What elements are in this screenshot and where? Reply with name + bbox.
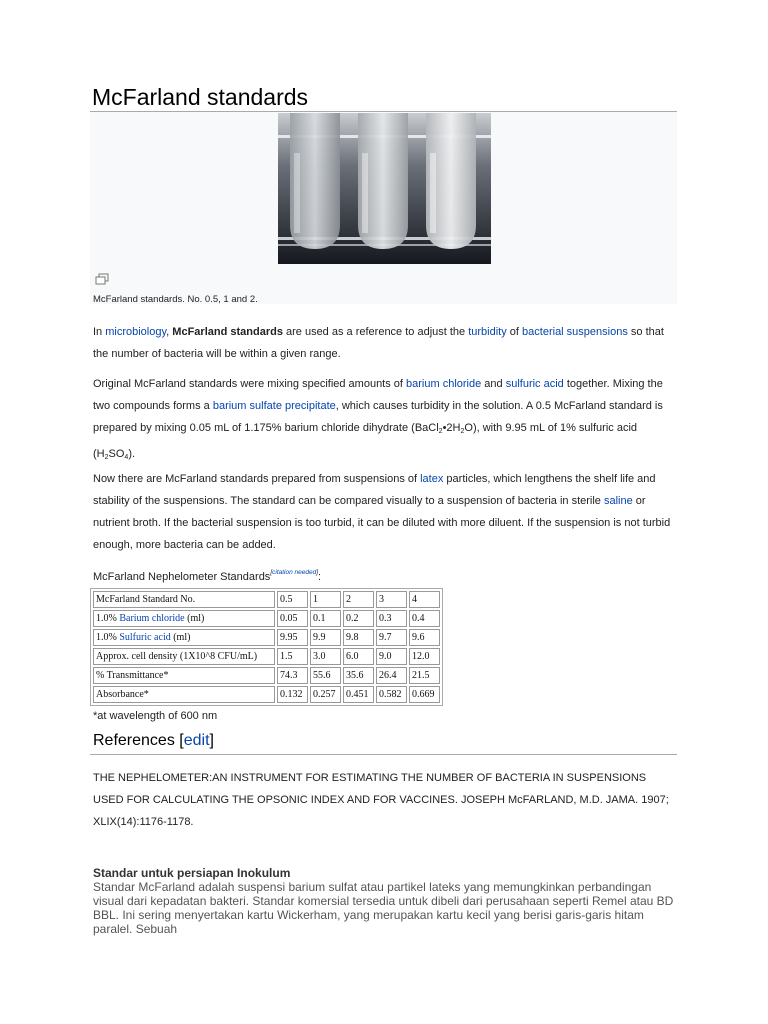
row-label: Approx. cell density (1X10^8 CFU/mL) (93, 648, 275, 665)
table-row (93, 686, 440, 703)
table-row (93, 610, 440, 627)
row-label: % Transmittance* (93, 667, 275, 684)
table-cell: 55.6 (310, 667, 341, 684)
table-cell: 3 (376, 591, 407, 608)
citation-needed-link[interactable]: citation needed (272, 569, 317, 576)
references-divider (90, 754, 677, 755)
table-cell: 2 (343, 591, 374, 608)
table-cell: 1 (310, 591, 341, 608)
table-cell: 3.0 (310, 648, 341, 665)
table-row (93, 648, 440, 665)
table-cell: 0.582 (376, 686, 407, 703)
table-cell: 9.9 (310, 629, 341, 646)
test-tubes-photo[interactable] (278, 113, 491, 264)
table-cell: 35.6 (343, 667, 374, 684)
page-title: McFarland standards (92, 84, 309, 110)
table-cell: 0.3 (376, 610, 407, 627)
table-row (93, 591, 440, 608)
nephelometer-table (90, 588, 443, 706)
table-cell: 0.257 (310, 686, 341, 703)
table-cell: 0.1 (310, 610, 341, 627)
inoculum-section-text: Standar McFarland adalah suspensi barium sulfat atau partikel lateks yang memungkinkan perbandingan visual dari kepadatan bakteri. Standar komersial tersedia untuk dibeli dari perusahaan seperti Remel atau BD BBL. Ini sering menyertakan kartu Wickerham, yang merupakan kartu kecil yang berisi garis-garis hitam paralel. Sebuah (93, 880, 674, 936)
intro-paragraph: In microbiology, McFarland standards are used as a reference to adjust the turbidity of bacterial suspensions so that the number of bacteria will be within a given range. (93, 326, 664, 360)
table-cell: 0.5 (277, 591, 308, 608)
table-cell: 21.5 (409, 667, 440, 684)
table-cell: 0.2 (343, 610, 374, 627)
edit-link[interactable]: edit (183, 732, 210, 749)
table-cell: 9.0 (376, 648, 407, 665)
wavelength-note: *at wavelength of 600 nm (93, 710, 218, 722)
barium-sulfate-precipitate-link[interactable]: barium sulfate precipitate (212, 400, 336, 412)
microbiology-link[interactable]: microbiology (105, 326, 167, 338)
sulfuric-acid-link[interactable]: sulfuric acid (505, 378, 564, 390)
row-label: 1.0% Sulfuric acid (ml) (93, 629, 275, 646)
table-cell: 0.451 (343, 686, 374, 703)
figure-caption: McFarland standards. No. 0.5, 1 and 2. (93, 294, 258, 305)
table-cell: 1.5 (277, 648, 308, 665)
table-cell: 9.7 (376, 629, 407, 646)
table-row (93, 629, 440, 646)
table-cell: 9.95 (277, 629, 308, 646)
latex-link[interactable]: latex (420, 473, 444, 485)
enlarge-icon[interactable] (95, 272, 109, 284)
barium-chloride-link[interactable]: barium chloride (406, 378, 482, 390)
original-paragraph: Original McFarland standards were mixing specified amounts of barium chloride and sulfuric acid together. Mixing the two compounds forms a barium sulfate precipitate, which causes turbidity in the solution. A 0.5 McFarland standard is prepared by mixing 0.05 mL of 1.175% barium chloride dihydrate $(BaCl_2•2H_2O)$, with 9.95 mL of 1% sulfuric acid $(H_2SO_4)$. (93, 378, 663, 461)
row-label: 1.0% Barium chloride (ml) (93, 610, 275, 627)
table-cell: 9.8 (343, 629, 374, 646)
table-cell: 74.3 (277, 667, 308, 684)
nephelometer-heading: McFarland Nephelometer Standards[citation needed]: (93, 569, 322, 583)
row-label: Absorbance* (93, 686, 275, 703)
bacterial-suspensions-link[interactable]: bacterial suspensions (522, 326, 628, 338)
saline-link[interactable]: saline (603, 495, 633, 507)
row-label-link[interactable]: Barium chloride (119, 613, 185, 624)
table-cell: 0.669 (409, 686, 440, 703)
table-cell: 9.6 (409, 629, 440, 646)
row-label: McFarland Standard No. (93, 591, 275, 608)
table-cell: 0.132 (277, 686, 308, 703)
inoculum-section-title: Standar untuk persiapan Inokulum (93, 866, 291, 880)
table-cell: 6.0 (343, 648, 374, 665)
table-row (93, 667, 440, 684)
latex-paragraph: Now there are McFarland standards prepared from suspensions of latex particles, which lengthens the shelf life and stability of the suspensions. The standard can be compared visually to a suspension of bacteria in sterile saline or nutrient broth. If the bacterial suspension is too turbid, it can be diluted with more diluent. If the suspension is not turbid enough, more bacteria can be added. (93, 473, 671, 551)
table-cell: 12.0 (409, 648, 440, 665)
references-heading: References [edit] (93, 732, 214, 749)
reference-text: THE NEPHELOMETER:AN INSTRUMENT FOR ESTIMATING THE NUMBER OF BACTERIA IN SUSPENSIONS USED FOR CALCULATING THE OPSONIC INDEX AND FOR VACCINES. JOSEPH McFARLAND, M.D. JAMA. 1907; XLIX(14):1176-1178. (93, 772, 669, 828)
table-cell: 0.4 (409, 610, 440, 627)
row-label-link[interactable]: Sulfuric acid (119, 632, 171, 643)
table-cell: 0.05 (277, 610, 308, 627)
turbidity-link[interactable]: turbidity (468, 326, 507, 338)
table-cell: 26.4 (376, 667, 407, 684)
table-cell: 4 (409, 591, 440, 608)
test-tubes-illustration (278, 113, 491, 264)
